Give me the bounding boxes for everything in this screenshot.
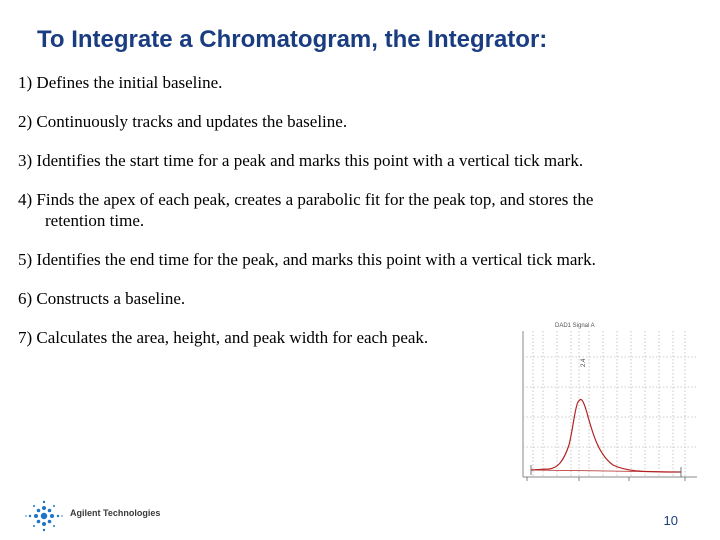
signal-label: DAD1 Signal A bbox=[555, 323, 595, 329]
chromatogram-svg bbox=[517, 317, 704, 497]
baseline bbox=[531, 470, 681, 472]
list-item: 5) Identifies the end time for the peak, and marks this point with a vertical tick mark. bbox=[18, 250, 596, 269]
logo-text: Agilent Technologies bbox=[70, 508, 161, 518]
chromatogram-chart bbox=[517, 317, 704, 497]
list-item: 3) Identifies the start time for a peak and marks this point with a vertical tick mark. bbox=[18, 151, 584, 170]
x-ticks bbox=[527, 477, 685, 481]
slide-title: To Integrate a Chromatogram, the Integrator: bbox=[37, 26, 548, 53]
list-item: 2) Continuously tracks and updates the baseline. bbox=[18, 112, 348, 131]
agilent-logo bbox=[22, 498, 162, 534]
list-item: 7) Calculates the area, height, and peak width for each peak. bbox=[18, 328, 429, 347]
apex-label: 2.4 bbox=[581, 358, 587, 367]
peak-curve bbox=[531, 400, 681, 472]
page-number: 10 bbox=[663, 513, 678, 528]
list-item: 1) Defines the initial baseline. bbox=[18, 73, 223, 92]
grid bbox=[523, 331, 697, 477]
list-item: 6) Constructs a baseline. bbox=[18, 289, 186, 308]
list-item: 4) Finds the apex of each peak, creates a parabolic fit for the peak top, and stores the retention time. bbox=[18, 190, 594, 230]
spark-logo-icon bbox=[22, 498, 66, 534]
